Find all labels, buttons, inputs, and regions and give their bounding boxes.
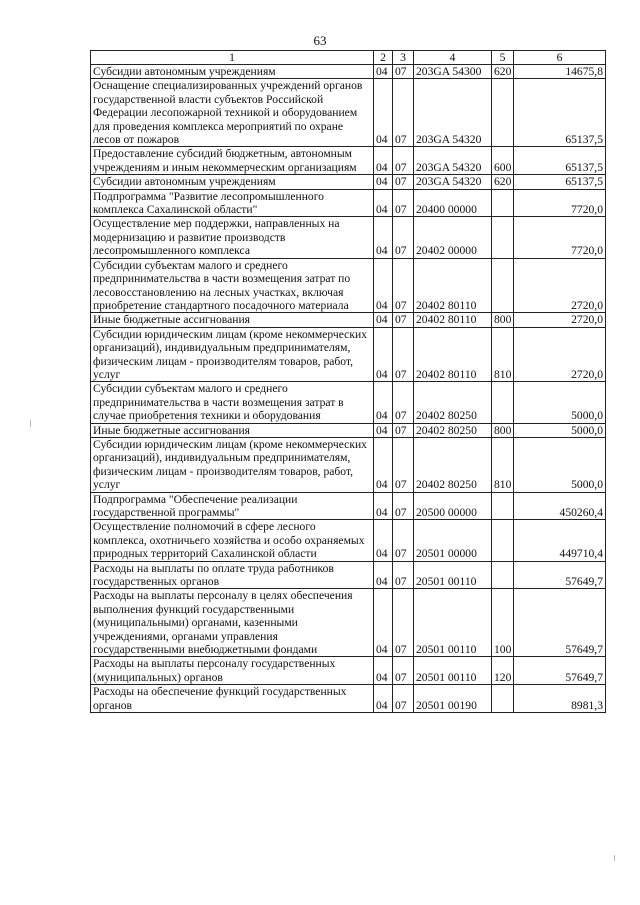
row-amount: 5000,0 (514, 437, 606, 492)
row-section: 04 (374, 657, 393, 685)
row-amount: 8981,3 (514, 685, 606, 713)
table-row (91, 327, 606, 382)
row-section: 04 (374, 258, 393, 313)
row-name: Субсидии субъектам малого и среднего предпринимательства в части возмещения затрат по лесовосстановлению на лесных участках, включая приобретение стандартного посадочного материала (91, 258, 374, 313)
row-target-code: 20402 80110 (414, 313, 492, 327)
row-target-code: 203GA 54320 (414, 175, 492, 189)
table-row (91, 175, 606, 189)
row-subsection: 07 (393, 520, 414, 561)
table-row (91, 189, 606, 217)
row-expense-type: 100 (492, 589, 514, 657)
row-name: Оснащение специализированных учреждений органов государственной власти субъектов Российской Федерации лесопожарной техникой и оборудованием для проведения комплекса мероприятий по охране лесов от пожаров (91, 79, 374, 147)
table-row (91, 147, 606, 175)
row-expense-type: 810 (492, 327, 514, 382)
table-row (91, 382, 606, 423)
row-expense-type (492, 189, 514, 217)
scan-mark (614, 855, 615, 861)
row-target-code: 20402 00000 (414, 217, 492, 258)
row-name: Расходы на выплаты персоналу в целях обеспечения выполнения функций государственными (муниципальными) органами, казенными учреждениями, органами управления государственными внебюджетными фондами (91, 589, 374, 657)
row-amount: 5000,0 (514, 382, 606, 423)
row-subsection: 07 (393, 65, 414, 79)
row-subsection: 07 (393, 437, 414, 492)
row-name: Подпрограмма "Развитие лесопромышленного комплекса Сахалинской области" (91, 189, 374, 217)
row-amount: 57649,7 (514, 589, 606, 657)
row-expense-type: 800 (492, 313, 514, 327)
row-amount: 65137,5 (514, 79, 606, 147)
row-target-code: 20501 00110 (414, 657, 492, 685)
row-name: Иные бюджетные ассигнования (91, 423, 374, 437)
table-row (91, 685, 606, 713)
table-row (91, 79, 606, 147)
table-row (91, 589, 606, 657)
row-section: 04 (374, 437, 393, 492)
row-subsection: 07 (393, 147, 414, 175)
table-row (91, 313, 606, 327)
row-subsection: 07 (393, 561, 414, 589)
row-expense-type (492, 382, 514, 423)
row-target-code: 20402 80250 (414, 382, 492, 423)
row-amount: 7720,0 (514, 217, 606, 258)
row-subsection: 07 (393, 657, 414, 685)
row-target-code: 20501 00110 (414, 561, 492, 589)
row-amount: 7720,0 (514, 189, 606, 217)
row-expense-type: 600 (492, 147, 514, 175)
row-amount: 2720,0 (514, 258, 606, 313)
row-section: 04 (374, 327, 393, 382)
row-target-code: 20402 80110 (414, 327, 492, 382)
header-cell-4: 4 (414, 51, 492, 65)
row-section: 04 (374, 561, 393, 589)
row-subsection: 07 (393, 685, 414, 713)
row-subsection: 07 (393, 189, 414, 217)
table-row (91, 561, 606, 589)
row-amount: 57649,7 (514, 561, 606, 589)
row-amount: 57649,7 (514, 657, 606, 685)
header-cell-2: 2 (374, 51, 393, 65)
row-target-code: 203GA 54320 (414, 79, 492, 147)
row-name: Расходы на выплаты по оплате труда работников государственных органов (91, 561, 374, 589)
row-amount: 2720,0 (514, 327, 606, 382)
table-row (91, 217, 606, 258)
row-subsection: 07 (393, 589, 414, 657)
row-section: 04 (374, 492, 393, 520)
scan-mark (30, 420, 31, 427)
row-section: 04 (374, 65, 393, 79)
header-row (91, 51, 606, 65)
row-target-code: 20501 00110 (414, 589, 492, 657)
row-subsection: 07 (393, 382, 414, 423)
row-name: Расходы на выплаты персоналу государственных (муниципальных) органов (91, 657, 374, 685)
row-subsection: 07 (393, 79, 414, 147)
row-expense-type: 810 (492, 437, 514, 492)
header-cell-6: 6 (514, 51, 606, 65)
table-header (91, 51, 606, 65)
row-expense-type (492, 217, 514, 258)
table-row (91, 65, 606, 79)
row-target-code: 20500 00000 (414, 492, 492, 520)
row-subsection: 07 (393, 217, 414, 258)
row-name: Субсидии юридическим лицам (кроме некоммерческих организаций), индивидуальным предпринимателям, физическим лицам - производителям товаров, работ, услуг (91, 437, 374, 492)
row-expense-type (492, 561, 514, 589)
row-section: 04 (374, 313, 393, 327)
table-row (91, 423, 606, 437)
row-amount: 5000,0 (514, 423, 606, 437)
row-name: Осуществление полномочий в сфере лесного комплекса, охотничьего хозяйства и особо охраняемых природных территорий Сахалинской области (91, 520, 374, 561)
row-subsection: 07 (393, 313, 414, 327)
row-name: Предоставление субсидий бюджетным, автономным учреждениям и иным некоммерческим организациям (91, 147, 374, 175)
table-body (91, 65, 606, 713)
row-section: 04 (374, 520, 393, 561)
row-target-code: 20402 80250 (414, 437, 492, 492)
row-subsection: 07 (393, 423, 414, 437)
row-amount: 2720,0 (514, 313, 606, 327)
row-name: Субсидии автономным учреждениям (91, 175, 374, 189)
row-subsection: 07 (393, 258, 414, 313)
budget-table (90, 50, 606, 713)
row-section: 04 (374, 382, 393, 423)
row-expense-type (492, 492, 514, 520)
row-section: 04 (374, 217, 393, 258)
row-name: Субсидии автономным учреждениям (91, 65, 374, 79)
row-target-code: 20400 00000 (414, 189, 492, 217)
table-row (91, 520, 606, 561)
row-expense-type (492, 79, 514, 147)
header-cell-3: 3 (393, 51, 414, 65)
table-row (91, 437, 606, 492)
row-target-code: 203GA 54320 (414, 147, 492, 175)
row-amount: 14675,8 (514, 65, 606, 79)
row-name: Субсидии субъектам малого и среднего предпринимательства в части возмещения затрат в случае приобретения техники и оборудования (91, 382, 374, 423)
table-row (91, 657, 606, 685)
header-cell-1: 1 (91, 51, 374, 65)
row-name: Субсидии юридическим лицам (кроме некоммерческих организаций), индивидуальным предпринимателям, физическим лицам - производителям товаров, работ, услуг (91, 327, 374, 382)
table-row (91, 258, 606, 313)
row-section: 04 (374, 423, 393, 437)
row-amount: 65137,5 (514, 175, 606, 189)
row-amount: 450260,4 (514, 492, 606, 520)
row-target-code: 20501 00000 (414, 520, 492, 561)
row-name: Иные бюджетные ассигнования (91, 313, 374, 327)
row-subsection: 07 (393, 327, 414, 382)
row-expense-type (492, 258, 514, 313)
row-expense-type (492, 520, 514, 561)
row-expense-type (492, 685, 514, 713)
row-section: 04 (374, 189, 393, 217)
table-row (91, 492, 606, 520)
page-number: 63 (313, 33, 327, 48)
row-section: 04 (374, 589, 393, 657)
row-target-code: 20501 00190 (414, 685, 492, 713)
row-target-code: 203GA 54300 (414, 65, 492, 79)
row-name: Расходы на обеспечение функций государственных органов (91, 685, 374, 713)
row-target-code: 20402 80110 (414, 258, 492, 313)
row-subsection: 07 (393, 175, 414, 189)
row-section: 04 (374, 685, 393, 713)
row-section: 04 (374, 175, 393, 189)
row-expense-type: 800 (492, 423, 514, 437)
row-target-code: 20402 80250 (414, 423, 492, 437)
row-expense-type: 620 (492, 65, 514, 79)
row-amount: 449710,4 (514, 520, 606, 561)
row-subsection: 07 (393, 492, 414, 520)
row-name: Осуществление мер поддержки, направленных на модернизацию и развитие производств лесопромышленного комплекса (91, 217, 374, 258)
row-expense-type: 120 (492, 657, 514, 685)
row-section: 04 (374, 147, 393, 175)
row-name: Подпрограмма "Обеспечение реализации государственной программы" (91, 492, 374, 520)
row-amount: 65137,5 (514, 147, 606, 175)
row-expense-type: 620 (492, 175, 514, 189)
header-cell-5: 5 (492, 51, 514, 65)
row-section: 04 (374, 79, 393, 147)
